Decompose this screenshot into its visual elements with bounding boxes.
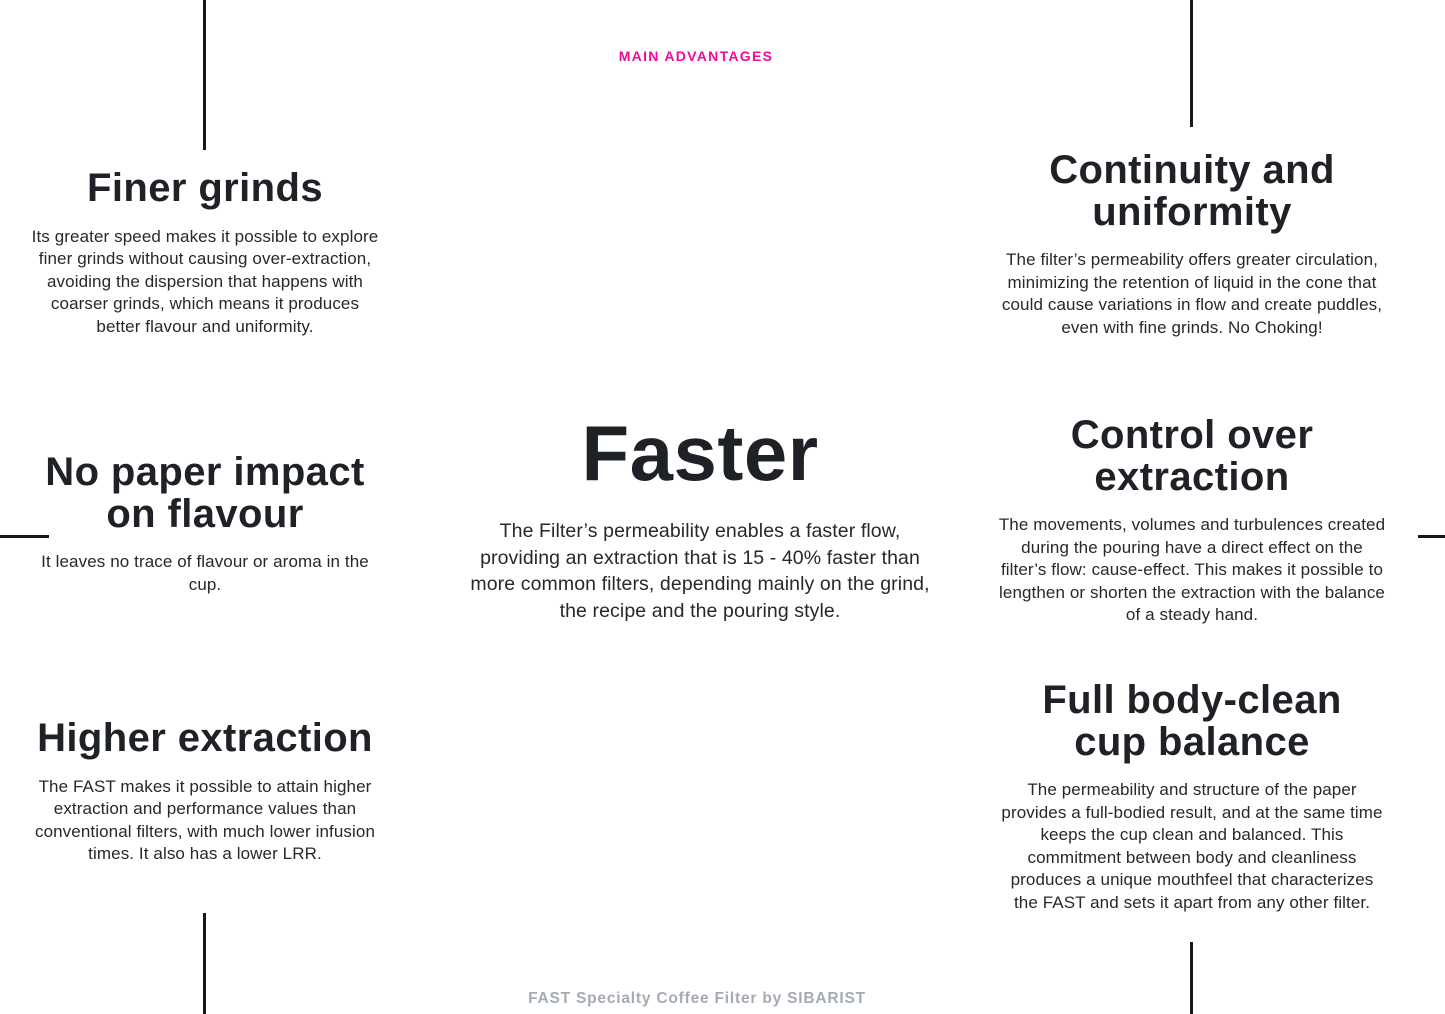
section-body: The permeability and structure of the paper provides a full-bodied result, and at the same time keeps the cup clean and balanced. This commitment between body and cleanliness produces a unique mouthfeel that characterizes the FAST and sets it apart from any other filter. — [1001, 780, 1383, 912]
divider-bottom-left — [203, 913, 206, 1014]
section-body: The FAST makes it possible to attain higher extraction and performance values than conventional filters, with much lower infusion times. It also has a lower LRR. — [34, 776, 376, 864]
section-body: The movements, volumes and turbulences created during the pouring have a direct effect on the filter’s flow: cause-effect. This makes it possible to lengthen or shorten the extraction with the balance of a steady hand. — [998, 515, 1386, 625]
section-title: Continuity and uniformity — [1049, 148, 1335, 234]
section-continuity-uniformity — [980, 150, 1404, 339]
section-body: The filter’s permeability offers greater circulation, minimizing the retention of liquid in the cone that could cause variations in flow and create puddles, even with fine grinds. No Choking! — [1001, 250, 1383, 337]
section-title: Full body-clean cup balance — [1042, 678, 1342, 764]
footer-label: FAST Specialty Coffee Filter by SIBARIST — [528, 990, 866, 1007]
section-title: No paper impact on flavour — [45, 450, 365, 536]
divider-mid-right — [1418, 535, 1445, 538]
section-body: The Filter’s permeability enables a faster flow, providing an extraction that is 15 - 40% faster than more common filters, depending mainly on the grind, the recipe and the pouring style. — [470, 520, 930, 622]
section-full-body-clean-cup — [980, 680, 1404, 914]
section-higher-extraction — [15, 718, 395, 866]
divider-bottom-right — [1190, 942, 1193, 1014]
divider-top-left — [203, 0, 206, 150]
page-title: Faster — [581, 409, 819, 497]
section-title: Higher extraction — [37, 716, 373, 760]
section-no-paper-impact — [15, 452, 395, 596]
section-control-over-extraction — [980, 415, 1404, 627]
section-body: Its greater speed makes it possible to explore finer grinds without causing over-extraction, avoiding the dispersion that happens with coarser grinds, which means it produces better flavour and uniformity. — [31, 226, 379, 336]
eyebrow-main-advantages: MAIN ADVANTAGES — [618, 48, 774, 64]
section-finer-grinds — [15, 168, 395, 338]
section-faster — [440, 409, 960, 624]
section-title: Control over extraction — [1070, 413, 1314, 499]
divider-top-right — [1190, 0, 1193, 127]
section-title: Finer grinds — [87, 166, 323, 210]
section-body: It leaves no trace of flavour or aroma in the cup. — [41, 552, 369, 594]
